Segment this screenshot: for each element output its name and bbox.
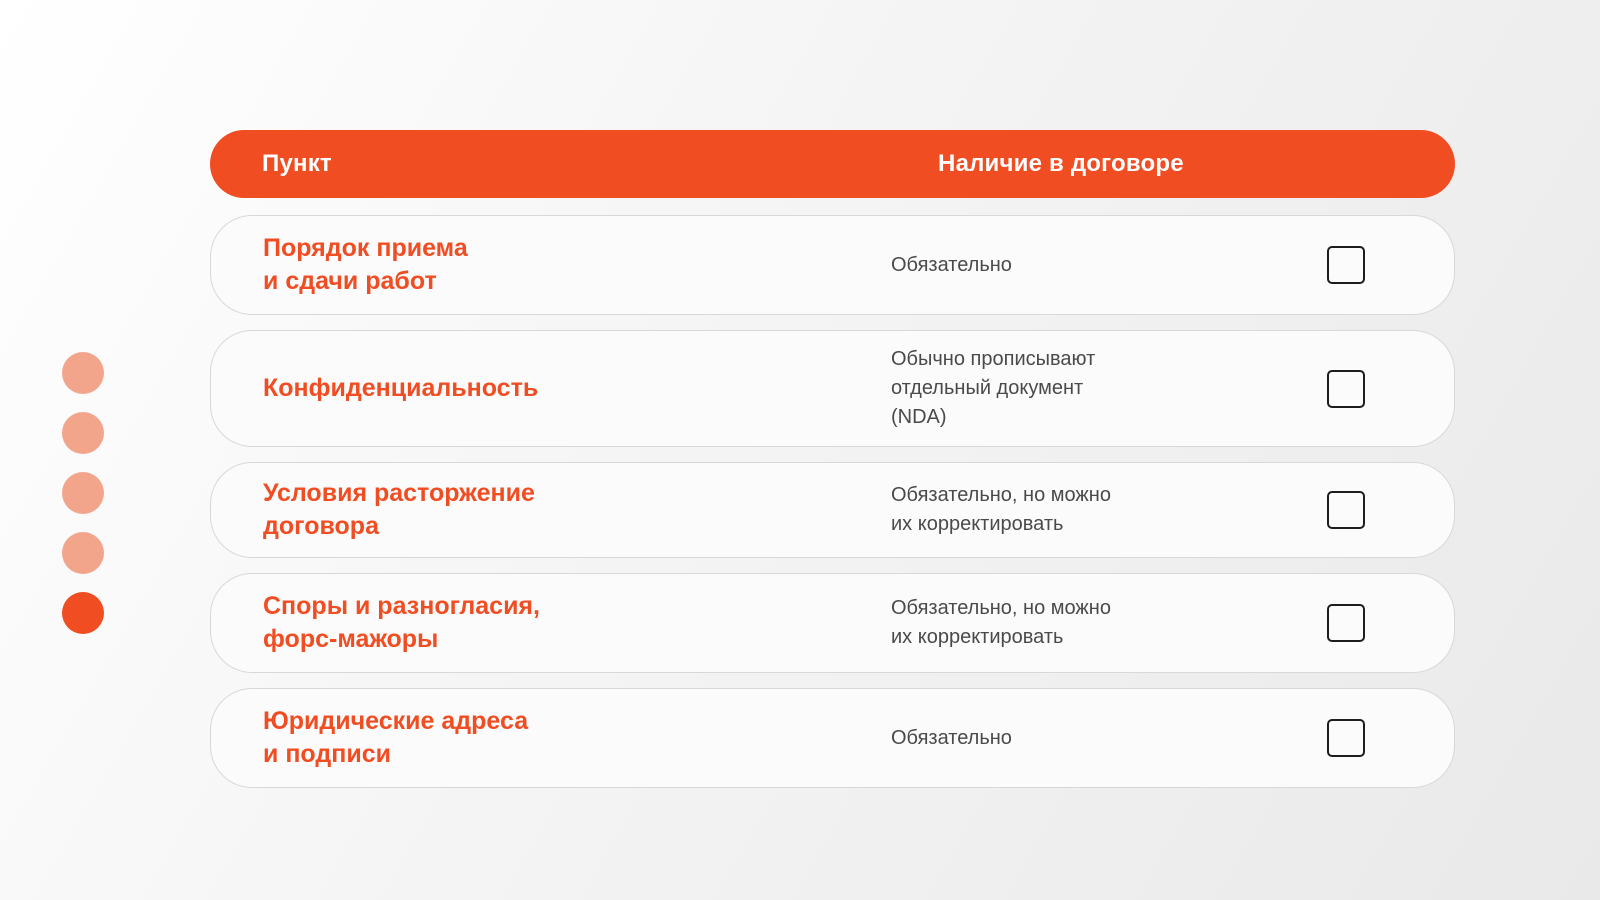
row-note-line2: отдельный документ	[891, 377, 1084, 399]
row-note-line1: Обязательно, но можно	[891, 597, 1111, 619]
row-checkbox-cell	[1311, 491, 1454, 529]
table-row[interactable]	[210, 462, 1455, 558]
row-note	[891, 251, 1311, 280]
progress-dots	[62, 352, 104, 634]
row-note	[891, 594, 1311, 652]
checkbox-konfidencialnost[interactable]	[1327, 370, 1365, 408]
row-note	[891, 481, 1311, 539]
table-row[interactable]	[210, 573, 1455, 673]
row-item-label-line1: Порядок приема	[263, 234, 468, 262]
table-row[interactable]	[210, 688, 1455, 788]
row-note	[891, 724, 1311, 753]
column-header-item: Пункт	[262, 150, 332, 177]
row-item-label-line1: Юридические адреса	[263, 707, 529, 735]
row-note-line1: Обязательно	[891, 253, 1012, 276]
table-row[interactable]	[210, 330, 1455, 447]
column-header-presence: Наличие в договоре	[938, 150, 1184, 177]
progress-dot-1[interactable]	[62, 352, 104, 394]
progress-dot-3[interactable]	[62, 472, 104, 514]
row-checkbox-cell	[1311, 246, 1454, 284]
checkbox-juridicheskie-adresa[interactable]	[1327, 719, 1365, 757]
checkbox-porjadok-priema[interactable]	[1327, 246, 1365, 284]
row-item-label	[211, 232, 891, 298]
row-item-label	[211, 705, 891, 771]
checkbox-uslovija-rastorzhenija[interactable]	[1327, 491, 1365, 529]
table-header-row	[210, 130, 1455, 198]
checkbox-spory-raznoglasija[interactable]	[1327, 604, 1365, 642]
row-checkbox-cell	[1311, 719, 1454, 757]
row-item-label-line1: Условия расторжение	[263, 479, 535, 507]
row-item-label	[211, 477, 891, 543]
row-note-line1: Обязательно, но можно	[891, 484, 1111, 506]
progress-dot-4[interactable]	[62, 532, 104, 574]
row-item-label	[211, 372, 891, 405]
row-note-line1: Обязательно	[891, 726, 1012, 749]
row-checkbox-cell	[1311, 370, 1454, 408]
row-item-label-line2: и сдачи работ	[263, 267, 437, 295]
row-note-line2: их корректировать	[891, 626, 1064, 648]
row-item-label	[211, 590, 891, 656]
progress-dot-2[interactable]	[62, 412, 104, 454]
row-note-line2: их корректировать	[891, 513, 1064, 535]
row-checkbox-cell	[1311, 604, 1454, 642]
row-item-label-line1: Споры и разногласия,	[263, 592, 540, 620]
row-item-label-line2: и подписи	[263, 740, 391, 768]
row-item-label-line1: Конфиденциальность	[263, 374, 539, 402]
row-note	[891, 345, 1311, 432]
row-item-label-line2: форс-мажоры	[263, 625, 439, 653]
row-note-line1: Обычно прописывают	[891, 348, 1096, 370]
row-item-label-line2: договора	[263, 512, 379, 540]
table-row[interactable]	[210, 215, 1455, 315]
contract-checklist-table	[210, 130, 1455, 803]
progress-dot-5-active[interactable]	[62, 592, 104, 634]
row-note-line3: (NDA)	[891, 406, 947, 428]
